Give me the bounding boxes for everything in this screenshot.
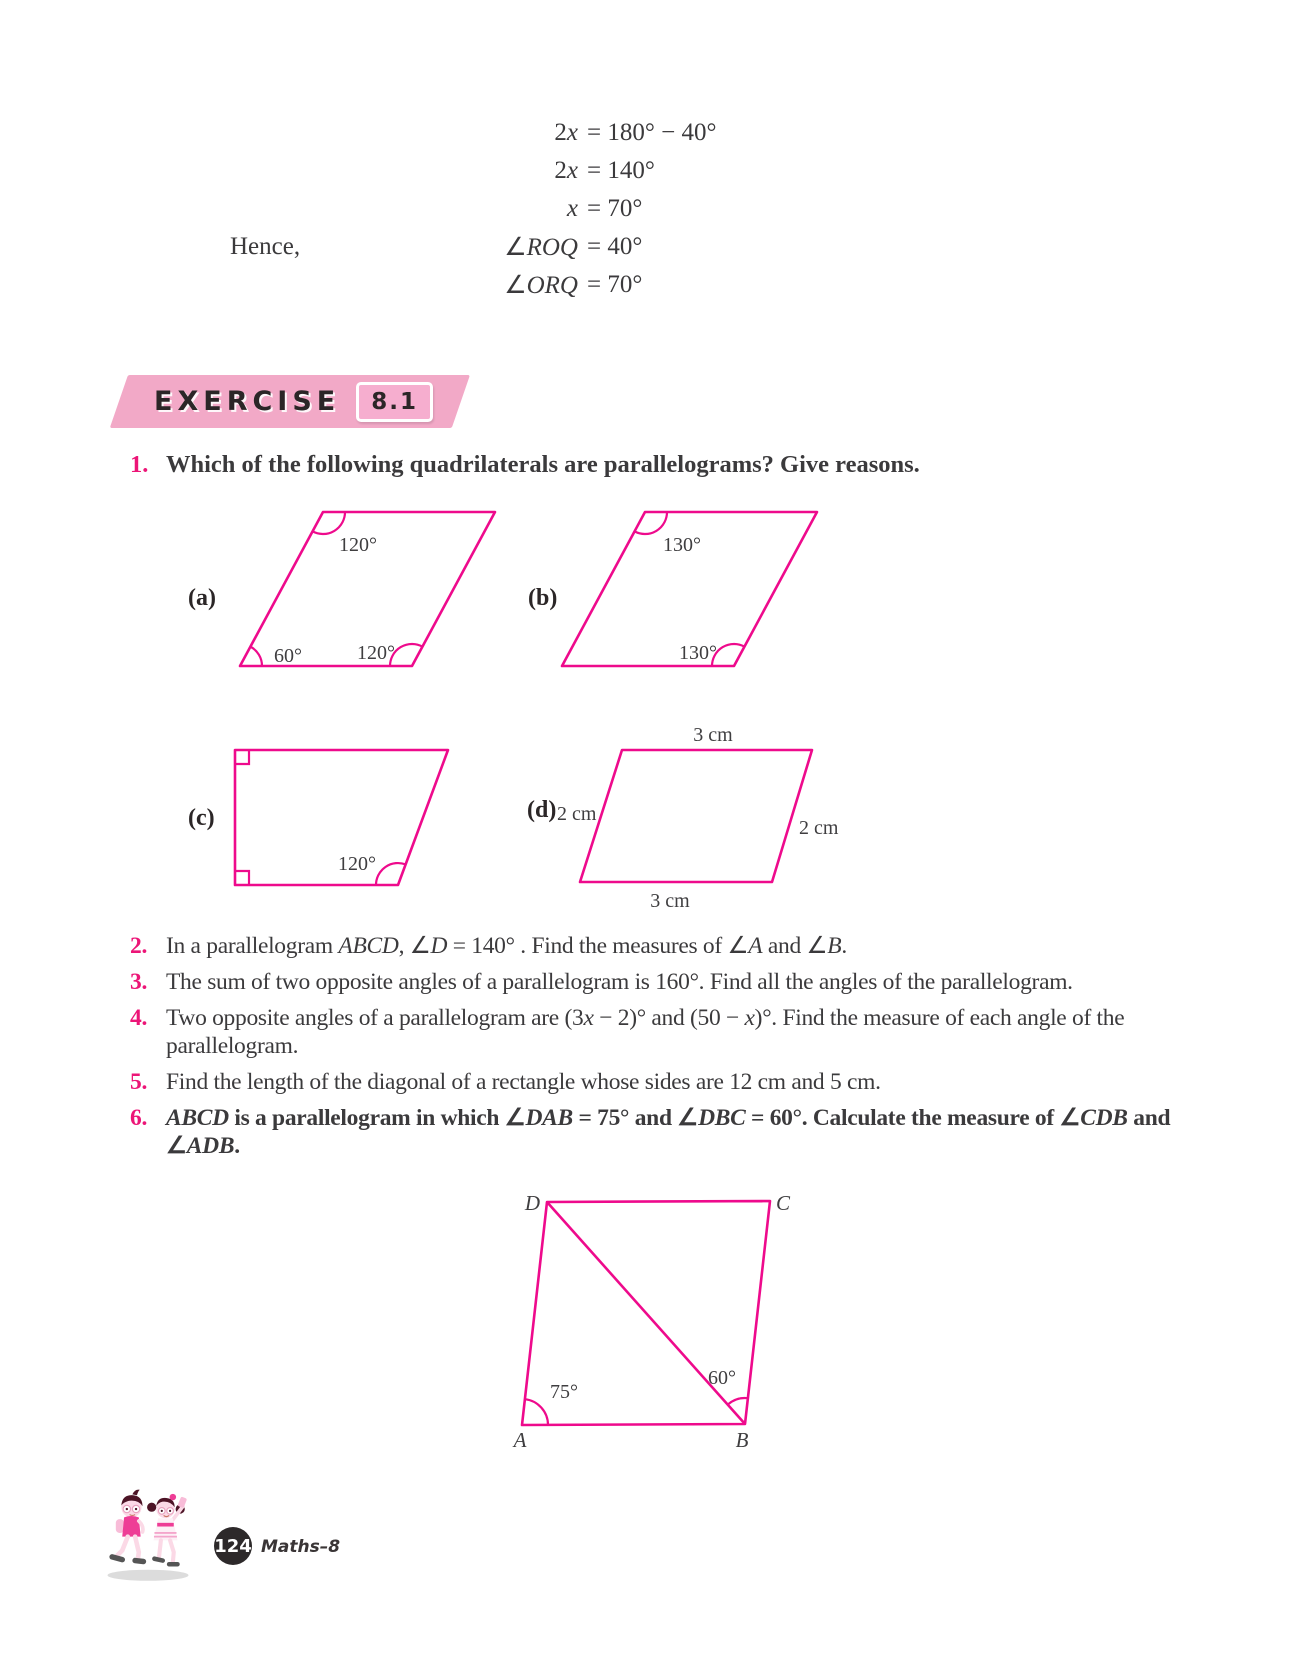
question-text: Find the length of the diagonal of a rectangle whose sides are 12 cm and 5 cm. [166, 1069, 881, 1095]
question-1 [130, 450, 1246, 479]
page-number-badge: 124 [214, 1527, 252, 1565]
question-number: 2. [130, 933, 148, 959]
side-label-bottom: 3 cm [650, 890, 690, 912]
equation-row [230, 228, 716, 266]
side-label-left: 2 cm [557, 803, 597, 825]
figure-d-label: (d) [527, 797, 557, 823]
exercise-banner [110, 375, 470, 428]
equation-rhs: = 70° [587, 195, 643, 222]
exercise-title: EXERCISE [154, 386, 341, 417]
question-2 [130, 932, 1208, 960]
side-label-right: 2 cm [799, 817, 839, 839]
equation-row [230, 152, 716, 190]
figure-d-parallelogram [545, 724, 845, 915]
question-number: 4. [130, 1005, 148, 1031]
angle-label: 120° [339, 534, 377, 556]
question-text: Which of the following quadrilaterals are parallelograms? Give reasons. [166, 451, 920, 478]
side-label-top: 3 cm [693, 724, 733, 746]
exercise-number-badge: 8.1 [356, 382, 433, 422]
figure-c-trapezium [225, 740, 465, 900]
figure-a-parallelogram [238, 506, 510, 674]
question-number: 1. [130, 451, 149, 478]
hence-label: Hence, [230, 233, 301, 260]
equation-row [230, 190, 716, 228]
solution-equations [230, 114, 716, 304]
equation-row [230, 266, 716, 304]
equation-rhs: = 40° [587, 233, 643, 260]
question-text: In a parallelogram ABCD, ∠D = 140° . Find the measures of ∠A and ∠B. [166, 933, 847, 959]
figure-c-label: (c) [188, 805, 215, 831]
question-5 [130, 1068, 1208, 1096]
question-number: 6. [130, 1105, 148, 1131]
figure-b-parallelogram [560, 506, 832, 674]
question-number: 3. [130, 969, 148, 995]
vertex-label-d: D [524, 1191, 540, 1215]
equation-lhs: x [566, 195, 578, 222]
angle-label: 120° [338, 853, 376, 875]
kids-illustration [102, 1484, 194, 1581]
equation-rhs: = 70° [587, 271, 643, 298]
angle-label: 130° [679, 642, 717, 664]
figure-a-label: (a) [188, 585, 216, 611]
question-text: The sum of two opposite angles of a parallelogram is 160°. Find all the angles of the parallelogram. [166, 969, 1073, 995]
angle-label-b: 60° [708, 1367, 736, 1389]
question-3 [130, 968, 1208, 996]
question-6-figure [478, 1182, 808, 1462]
figure-b-label: (b) [528, 585, 558, 611]
book-title: Maths–8 [261, 1537, 341, 1557]
equation-lhs: 2x [554, 119, 578, 146]
equation-lhs: 2x [554, 157, 578, 184]
question-number: 5. [130, 1069, 148, 1095]
question-4 [130, 1004, 1208, 1060]
angle-label-a: 75° [550, 1381, 578, 1403]
equation-row [230, 114, 716, 152]
exercise-banner-inner [128, 375, 470, 428]
equation-rhs: = 140° [587, 157, 655, 184]
vertex-label-b: B [735, 1428, 749, 1452]
question-6 [130, 1104, 1208, 1160]
angle-label: 60° [274, 645, 302, 667]
angle-label: 130° [663, 534, 701, 556]
equation-lhs: ∠ORQ [504, 272, 578, 299]
equation-rhs: = 180° − 40° [587, 119, 717, 146]
question-text: ABCD is a parallelogram in which ∠DAB = 75° and ∠DBC = 60°. Calculate the measure of ∠CDB and ∠ADB. [166, 1105, 1171, 1159]
question-list [130, 932, 1208, 1168]
vertex-label-a: A [513, 1428, 527, 1452]
angle-label: 120° [357, 642, 395, 664]
question-text: Two opposite angles of a parallelogram are (3x − 2)° and (50 − x)°. Find the measure of each angle of the parallelogram. [166, 1005, 1125, 1059]
vertex-label-c: C [776, 1191, 791, 1215]
equation-lhs: ∠ROQ [504, 234, 578, 261]
